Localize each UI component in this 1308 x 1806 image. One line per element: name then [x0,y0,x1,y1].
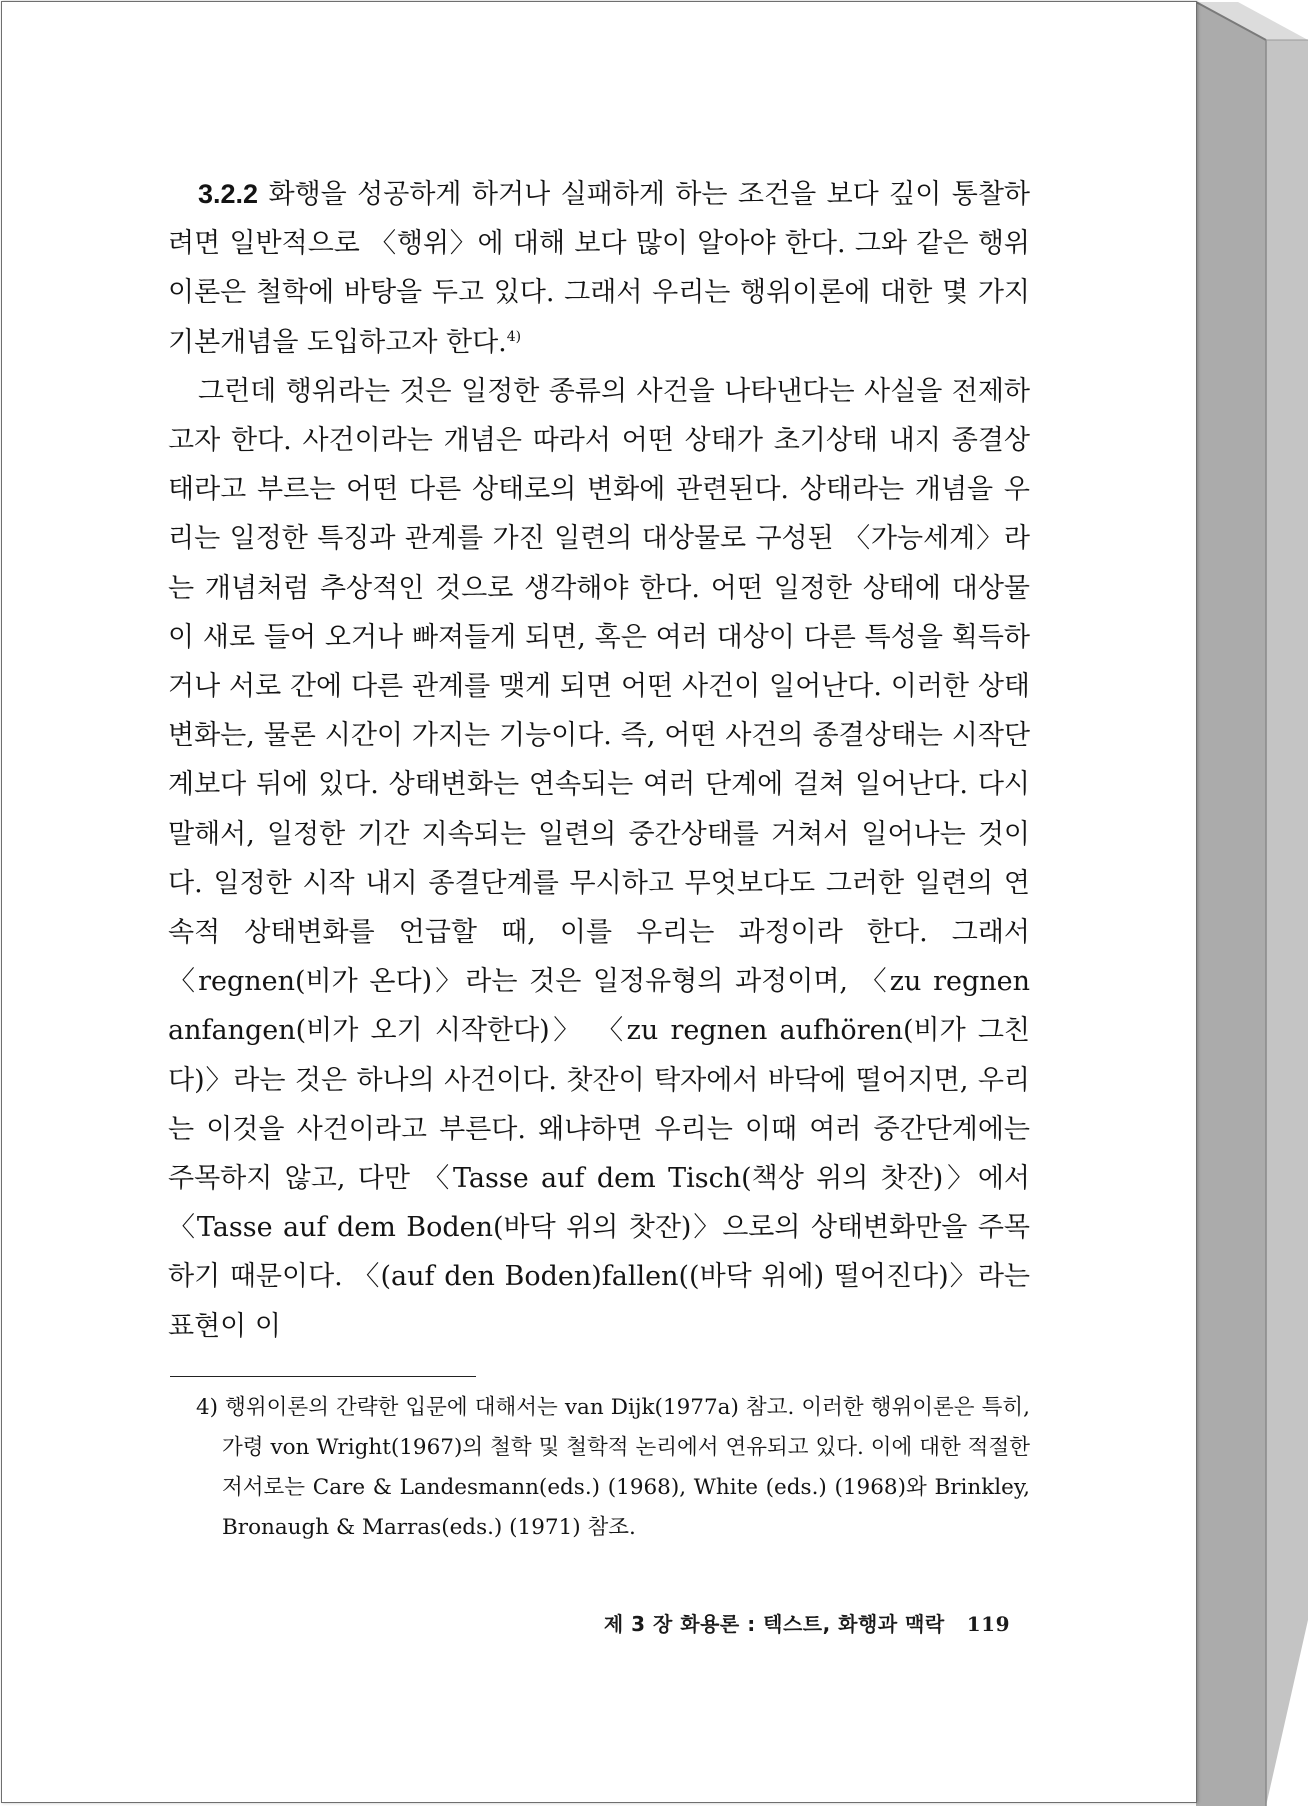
book-page-edges [1196,0,1308,1806]
footnote-reference: 4) [506,328,522,345]
chapter-title: 제 3 장 화용론 : 텍스트, 화행과 맥락 [603,1612,945,1636]
section-number: 3.2.2 [198,179,259,209]
paragraph-2: 그런데 행위라는 것은 일정한 종류의 사건을 나타낸다는 사실을 전제하고자 한다. 사건이라는 개념은 따라서 어떤 상태가 초기상태 내지 종결상태라고 부르는 어떤 다른 상태로의 변화에 관련된다. 상태라는 개념을 우리는 일정한 특징과 관계를 가진 일련의 대상물로 구성된 〈가능세계〉라는 개념처럼 추상적인 것으로 생각해야 한다. 어떤 일정한 상태에 대상물이 새로 들어 오거나 빠져들게 되면, 혹은 여러 대상이 다른 특성을 획득하거나 서로 간에 다른 관계를 맺게 되면 어떤 사건이 일어난다. 이러한 상태변화는, 물론 시간이 가지는 기능이다. 즉, 어떤 사건의 종결상태는 시작단계보다 뒤에 있다. 상태변화는 연속되는 여러 단계에 걸쳐 일어난다. 다시 말해서, 일정한 기간 지속되는 일련의 중간상태를 거쳐서 일어나는 것이다. 일정한 시작 내지 종결단계를 무시하고 무엇보다도 그러한 일련의 연속적 상태변화를 언급할 때, 이를 우리는 과정이라 한다. 그래서 〈regnen(비가 온다)〉라는 것은 일정유형의 과정이며, 〈zu regnen anfangen(비가 오기 시작한다)〉 〈zu regnen aufhören(비가 그친다)〉라는 것은 하나의 사건이다. 찻잔이 탁자에서 바닥에 떨어지면, 우리는 이것을 사건이라고 부른다. 왜냐하면 우리는 이때 여러 중간단계에는 주목하지 않고, 다만 〈Tasse auf dem Tisch(책상 위의 찻잔)〉에서 〈Tasse auf dem Boden(바닥 위의 찻잔)〉으로의 상태변화만을 주목하기 때문이다. 〈(auf den Boden)fallen((바닥 위에) 떨어진다)〉라는 표현이 이 [168,375,1030,1342]
running-footer [540,1608,1010,1637]
main-text [168,170,1030,1351]
footnote-4: 4) 행위이론의 간략한 입문에 대해서는 van Dijk(1977a) 참고. 이러한 행위이론은 특히, 가령 von Wright(1967)의 철학 및 철학적 논리에서 연유되고 있다. 이에 대한 적절한 저서로는 Care & Landesmann(eds.) (1968), White (eds.) (1968)와 Brinkley, Bronaugh & Marras(eds.) (1971) 참조. [196,1395,1030,1540]
paragraph-1-text: 화행을 성공하게 하거나 실패하게 하는 조건을 보다 깊이 통찰하려면 일반적으로 〈행위〉에 대해 보다 많이 알아야 한다. 그와 같은 행위이론은 철학에 바탕을 두고 있다. 그래서 우리는 행위이론에 대한 몇 가지 기본개념을 도입하고자 한다. [168,179,1030,358]
paragraph-section-intro [168,170,1030,367]
footnote-divider [170,1376,476,1377]
page-number: 119 [966,1612,1010,1636]
